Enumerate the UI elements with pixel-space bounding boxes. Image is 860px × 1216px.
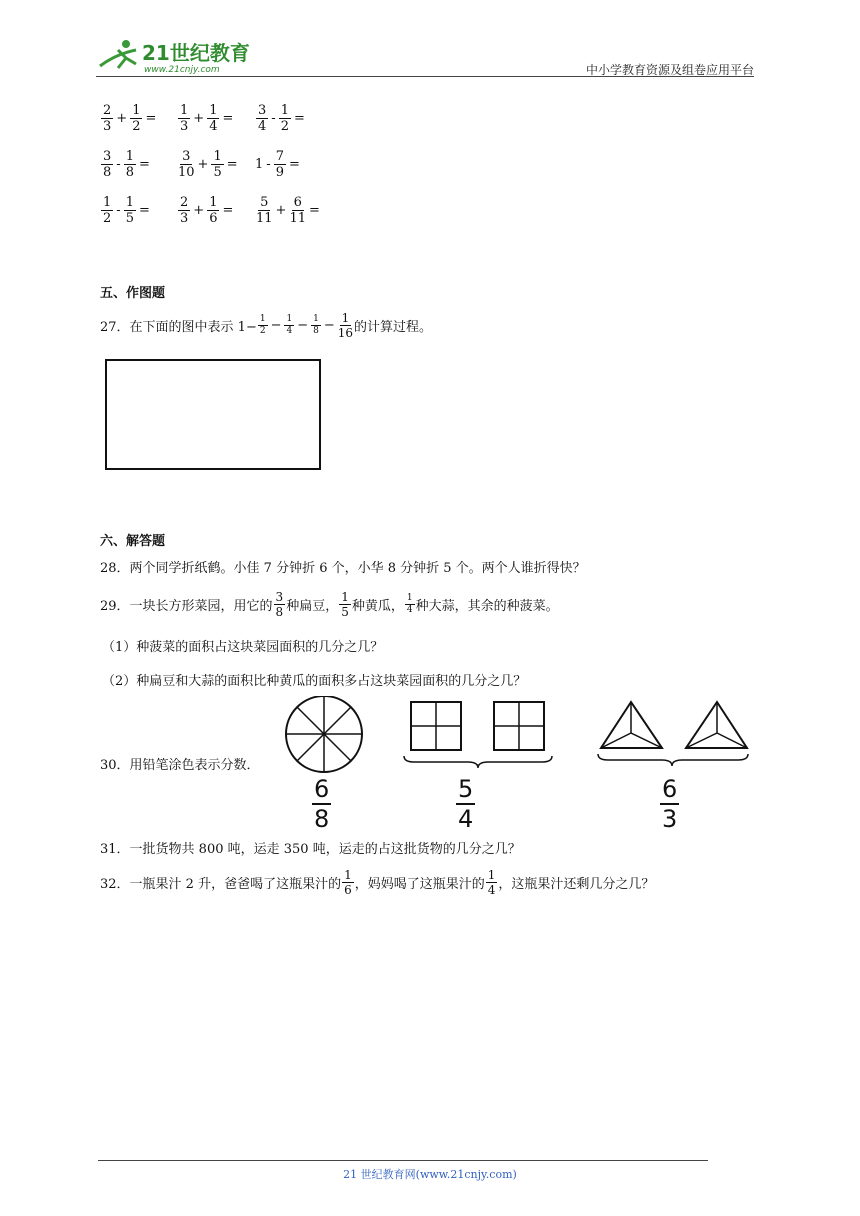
q27-fraction-2: $\frac{1}{4}$ [286,314,293,336]
equals-sign: = [309,203,320,218]
operator: + [197,157,209,172]
calc-expression [255,150,302,179]
minus-sign: − [270,318,282,333]
header-divider [96,76,754,77]
q29-fraction-2: $\frac{1}{5}$ [341,590,349,619]
brace-squares [404,756,552,768]
svg-text:21世纪教育: 21世纪教育 [142,41,250,65]
fraction: $\frac{6}{11}$ [289,195,306,226]
calc-expression [100,196,152,225]
equals-sign: = [145,111,157,126]
minus-sign: − [297,318,309,333]
fraction: $\frac{2}{3}$ [103,103,112,134]
footer-divider [98,1160,708,1161]
fraction: $\frac{7}{9}$ [275,149,284,180]
fraction: $\frac{1}{5}$ [125,195,134,226]
equals-sign: = [288,157,300,172]
operator: - [116,157,121,172]
square-4-parts-1[interactable] [411,702,461,750]
calc-expression [100,104,158,133]
operator: + [193,111,205,126]
circle-8-parts[interactable] [286,696,362,772]
q27-fraction-1: $\frac{1}{2}$ [259,314,266,336]
calc-expression [100,150,152,179]
question-32 [100,869,654,896]
footer-text: 21 世纪教育网(www.21cnjy.com) [343,1168,517,1181]
fraction: $\frac{1}{3}$ [180,103,189,134]
fraction: $\frac{1}{8}$ [125,149,134,180]
q32-text-2: ，这瓶果汁还剩几分之几？ [498,877,655,892]
q32-fraction-2: $\frac{1}{4}$ [487,868,496,897]
q32-fraction-1: $\frac{1}{6}$ [344,868,352,897]
fraction: $\frac{1}{5}$ [213,149,222,180]
operator: + [193,203,205,218]
whole-number: 1 [255,157,264,172]
operator: - [116,203,121,218]
fraction: $\frac{2}{3}$ [180,195,189,226]
fraction: $\frac{1}{4}$ [209,103,218,134]
operator: + [275,203,287,218]
question-30: 30．用铅笔涂色表示分数． [100,758,260,773]
equals-sign: = [222,111,234,126]
equals-sign: = [293,111,305,126]
operator: + [116,111,128,126]
q29-fraction-3: $\frac{1}{4}$ [406,593,413,615]
operator: - [271,111,276,126]
q30-fraction-triangles: $\frac{6}{3}$ [662,775,678,833]
calc-expression [177,150,240,179]
fraction: $\frac{1}{2}$ [132,103,141,134]
q30-fraction-circle: $\frac{6}{8}$ [314,775,330,833]
q27-prefix: 27．在下面的图中表示 1− [100,320,257,335]
brace-triangles [598,754,748,766]
triangle-3-parts-2[interactable] [686,702,747,748]
fraction: $\frac{3}{4}$ [258,103,267,134]
equals-sign: = [222,203,234,218]
fraction: $\frac{3}{8}$ [103,149,112,180]
header-platform-text: 中小学教育资源及组卷应用平台 [585,63,754,77]
q29-text-1: 种扁豆， [286,599,339,614]
site-logo [96,36,261,76]
equals-sign: = [138,203,150,218]
question-29-part-2: （2）种扁豆和大蒜的面积比种黄瓜的面积多占这块菜园面积的几分之几？ [102,674,527,689]
calc-expression [177,196,235,225]
fraction: $\frac{5}{11}$ [256,195,273,226]
question-27 [100,312,432,339]
equals-sign: = [138,157,150,172]
drawing-rectangle[interactable] [105,359,321,470]
q27-suffix: 的计算过程。 [354,320,433,335]
q29-prefix: 29．一块长方形菜园，用它的 [100,599,273,614]
section-title-drawing: 五、作图题 [100,286,166,301]
q30-fraction-squares: $\frac{5}{4}$ [458,775,474,833]
q32-text-1: ，妈妈喝了这瓶果汁的 [354,877,485,892]
q29-text-3: 种大蒜，其余的种菠菜。 [415,599,559,614]
fraction: $\frac{3}{10}$ [178,149,195,180]
calc-expression [255,196,322,225]
question-29-part-1: （1）种菠菜的面积占这块菜园面积的几分之几？ [102,640,384,655]
question-28: 28．两个同学折纸鹤。小佳 7 分钟折 6 个，小华 8 分钟折 5 个。两个人谁折得快？ [100,561,586,576]
section-title-answers: 六、解答题 [100,534,166,549]
fraction: $\frac{1}{2}$ [280,103,289,134]
question-29 [100,591,559,618]
calc-expression [177,104,235,133]
q32-prefix: 32．一瓶果汁 2 升，爸爸喝了这瓶果汁的 [100,877,342,892]
svg-text:www.21cnjy.com: www.21cnjy.com [144,65,220,75]
square-4-parts-2[interactable] [494,702,544,750]
fraction: $\frac{1}{6}$ [209,195,218,226]
question-31: 31．一批货物共 800 吨，运走 350 吨，运走的占这批货物的几分之几？ [100,842,521,857]
minus-sign: − [323,318,335,333]
equals-sign: = [226,157,238,172]
triangle-3-parts-1[interactable] [601,702,662,748]
q29-text-2: 种黄瓜， [351,599,404,614]
q29-fraction-1: $\frac{3}{8}$ [275,590,284,619]
q30-figures [280,696,760,776]
q27-fraction-4: $\frac{1}{16}$ [337,311,354,340]
calc-expression [255,104,307,133]
fraction: $\frac{1}{2}$ [103,195,112,226]
q27-fraction-3: $\frac{1}{8}$ [313,314,319,336]
operator: - [266,157,271,172]
